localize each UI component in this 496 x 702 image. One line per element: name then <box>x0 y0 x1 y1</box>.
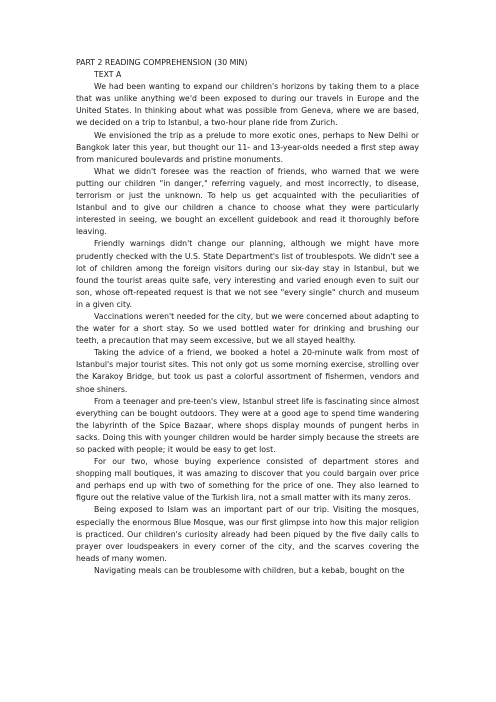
paragraph-9: Being exposed to Islam was an important part of our trip. Visiting the mosques, especially the enormous Blue Mosque, was our first glimpse into how this major religion is practiced. Our children's curiosity already had been piqued by the five daily calls to prayer over loudspeakers in every corner of the city, and the scarves covering the heads of many women. <box>76 505 419 563</box>
paragraph-4: Friendly warnings didn't change our planning, although we might have more prudently checked with the U.S. State Department's list of troublespots. We didn't see a lot of children among the foreign visitors during our six-day stay in Istanbul, but we found the tourist areas quite safe, very interesting and varied enough even to suit our son, whose oft-repeated request is that we not see "every single" church and museum in a given city. <box>76 239 419 309</box>
text-label: TEXT A <box>94 70 122 80</box>
paragraph-5: Vaccinations weren't needed for the city, but we were concerned about adapting to the water for a short stay. So we used bottled water for drinking and brushing our teeth, a precaution that may seem excessive, but we all stayed healthy. <box>76 311 419 346</box>
paragraph-10: Navigating meals can be troublesome with children, but a kebab, bought on the <box>94 565 405 575</box>
paragraph-6: Taking the advice of a friend, we booked a hotel a 20-minute walk from most of Istanbul's major tourist sites. This not only got us some morning exercise, strolling over the Karakoy Bridge, but took us past a colorful assortment of fishermen, vendors and shoe shiners. <box>76 348 419 394</box>
paragraph-7: From a teenager and pre-teen's view, Istanbul street life is fascinating since almost everything can be bought outdoors. They were at a good age to spend time wandering the labyrinth of the Spice Bazaar, where shops display mounds of pungent herbs in sacks. Doing this with younger children would be harder simply because the streets are so packed with people; it would be easy to get lost. <box>76 396 419 454</box>
paragraph-2: We envisioned the trip as a prelude to more exotic ones, perhaps to New Delhi or Bangkok later this year, but thought our 11- and 13-year-olds needed a first step away from manicured boulevards and pristine monuments. <box>76 130 419 164</box>
reading-passage <box>76 57 419 577</box>
paragraph-1: We had been wanting to expand our children's horizons by taking them to a place that was unlike anything we'd been exposed to during our travels in Europe and the United States. In thinking about what was possible from Geneva, where we are based, we decided on a trip to Istanbul, a two-hour plane ride from Zurich. <box>76 82 419 128</box>
paragraph-3: What we didn't foresee was the reaction of friends, who warned that we were putting our children "in danger," referring vaguely, and most incorrectly, to disease, terrorism or just the unknown. To help us get acquainted with the peculiarities of Istanbul and to give our children a chance to choose what they were particularly interested in seeing, we bought an excellent guidebook and read it thoroughly before leaving. <box>76 166 419 237</box>
paragraph-8: For our two, whose buying experience consisted of department stores and shopping mall boutiques, it was amazing to discover that you could bargain over price and perhaps end up with two of something for the price of one. They also learned to figure out the relative value of the Turkish lira, not a small matter with its many zeros. <box>76 457 419 503</box>
part-heading: PART 2 READING COMPREHENSION (30 MIN) <box>76 58 248 67</box>
